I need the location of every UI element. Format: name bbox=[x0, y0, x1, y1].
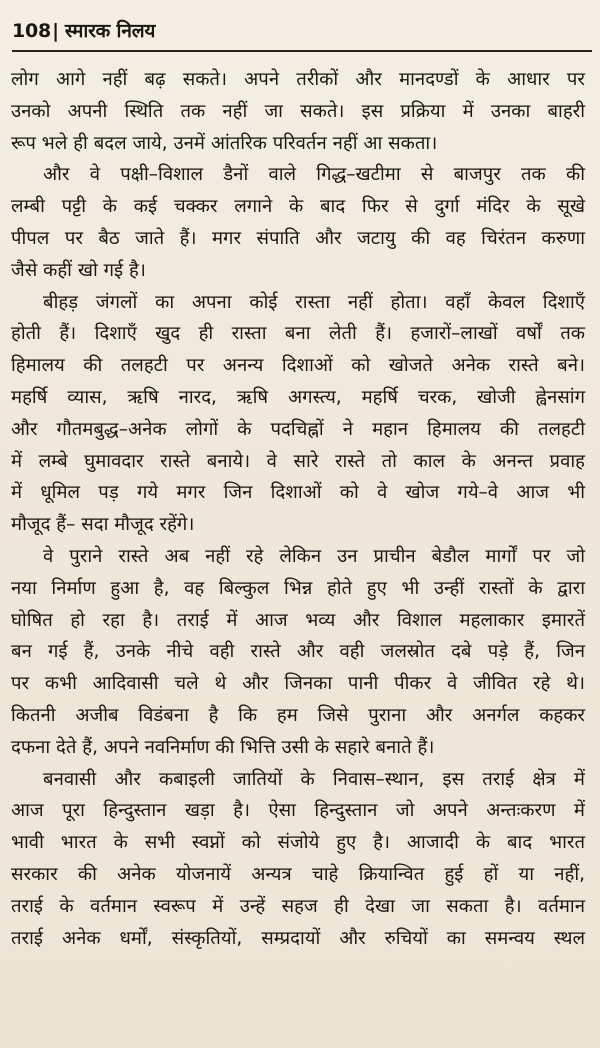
text-line: महर्षि व्यास, ऋषि नारद, ऋषि अगस्त्य, महर्षि चरक, खोजी ह्वेनसांग bbox=[11, 386, 585, 408]
text-line: लम्बी पट्टी के कई चक्कर लगाने के बाद फिर से दुर्गा मंदिर के सूखे bbox=[11, 196, 585, 218]
text-line: नया निर्माण हुआ है, वह बिल्कुल भिन्न होते हुए भी उन्हीं रास्तों के द्वारा bbox=[11, 577, 585, 599]
text-line: में धूमिल पड़ गये मगर जिन दिशाओं को वे खोज गये–वे आज भी bbox=[11, 482, 585, 504]
text-line: में लम्बे घुमावदार रास्ते बनाये। वे सारे रास्ते तो काल के अनन्त प्रवाह bbox=[11, 450, 585, 472]
text-line: उनको अपनी स्थिति तक नहीं जा सकते। इस प्रक्रिया में उनका बाहरी bbox=[11, 100, 585, 122]
header-separator: | bbox=[52, 20, 59, 42]
running-header bbox=[12, 20, 155, 42]
paragraph bbox=[11, 287, 585, 541]
page-body bbox=[11, 64, 585, 954]
text-line: दफना देते हैं, अपने नवनिर्माण की भित्ति उसी के सहारे बनाते हैं। bbox=[11, 736, 435, 758]
text-line: होती हैं। दिशाएँ खुद ही रास्ता बना लेती हैं। हजारों–लाखों वर्षों तक bbox=[11, 323, 585, 345]
text-line: बन गई हैं, उनके नीचे वही रास्ते और वही जलस्रोत दबे पड़े हैं, जिन bbox=[11, 641, 585, 663]
text-line: पीपल पर बैठ जाते हैं। मगर संपाति और जटायु की वह चिरंतन करुणा bbox=[11, 227, 585, 249]
text-line: और गौतमबुद्ध–अनेक लोगों के पदचिह्नों ने महान हिमालय की तलहटी bbox=[11, 418, 585, 440]
text-line: वे पुराने रास्ते अब नहीं रहे लेकिन उन प्राचीन बेडौल मार्गों पर जो bbox=[43, 545, 585, 567]
text-line: पर कभी आदिवासी चले थे और जिनका पानी पीकर वे जीवित रहे थे। bbox=[11, 673, 585, 695]
text-line: तराई के वर्तमान स्वरूप में उन्हें सहज ही देखा जा सकता है। वर्तमान bbox=[11, 895, 585, 917]
text-line: बीहड़ जंगलों का अपना कोई रास्ता नहीं होता। वहाँ केवल दिशाएँ bbox=[43, 291, 585, 313]
text-line: रूप भले ही बदल जाये, उनमें आंतरिक परिवर्तन नहीं आ सकता। bbox=[11, 132, 438, 154]
text-line: घोषित हो रहा है। तराई में आज भव्य और विशाल महलाकार इमारतें bbox=[11, 609, 585, 631]
paragraph bbox=[11, 764, 585, 955]
running-title: स्मारक निलय bbox=[64, 20, 156, 42]
text-line: लोग आगे नहीं बढ़ सकते। अपने तरीकों और मानदण्डों के आधार पर bbox=[11, 69, 585, 90]
text-line: जैसे कहीं खो गई है। bbox=[11, 259, 146, 281]
text-line: भावी भारत के सभी स्वप्नों को संजोये हुए है। आजादी के बाद भारत bbox=[11, 832, 585, 854]
text-line: मौजूद हैं– सदा मौजूद रहेंगे। bbox=[11, 514, 195, 536]
header-rule bbox=[12, 50, 592, 52]
text-line: कितनी अजीब विडंबना है कि हम जिसे पुराना और अनर्गल कहकर bbox=[11, 704, 585, 726]
paragraph bbox=[11, 541, 585, 764]
text-line: आज पूरा हिन्दुस्तान खड़ा है। ऐसा हिन्दुस्तान जो अपने अन्तःकरण में bbox=[11, 800, 585, 822]
text-line: और वे पक्षी–विशाल डैनों वाले गिद्ध–खटीमा से बाजपुर तक की bbox=[43, 164, 585, 186]
text-line: सरकार की अनेक योजनायें अन्यत्र चाहे क्रियान्वित हुई हों या नहीं, bbox=[11, 863, 585, 885]
text-line: बनवासी और कबाइली जातियों के निवास–स्थान, इस तराई क्षेत्र में bbox=[43, 768, 585, 790]
paragraph bbox=[11, 64, 585, 159]
paragraph bbox=[11, 159, 585, 286]
text-line: हिमालय की तलहटी पर अनन्य दिशाओं को खोजते अनेक रास्ते बने। bbox=[11, 355, 585, 377]
text-line: तराई अनेक धर्मों, संस्कृतियों, सम्प्रदायों और रुचियों का समन्वय स्थल bbox=[11, 927, 585, 949]
page-number: 108 bbox=[12, 20, 52, 42]
